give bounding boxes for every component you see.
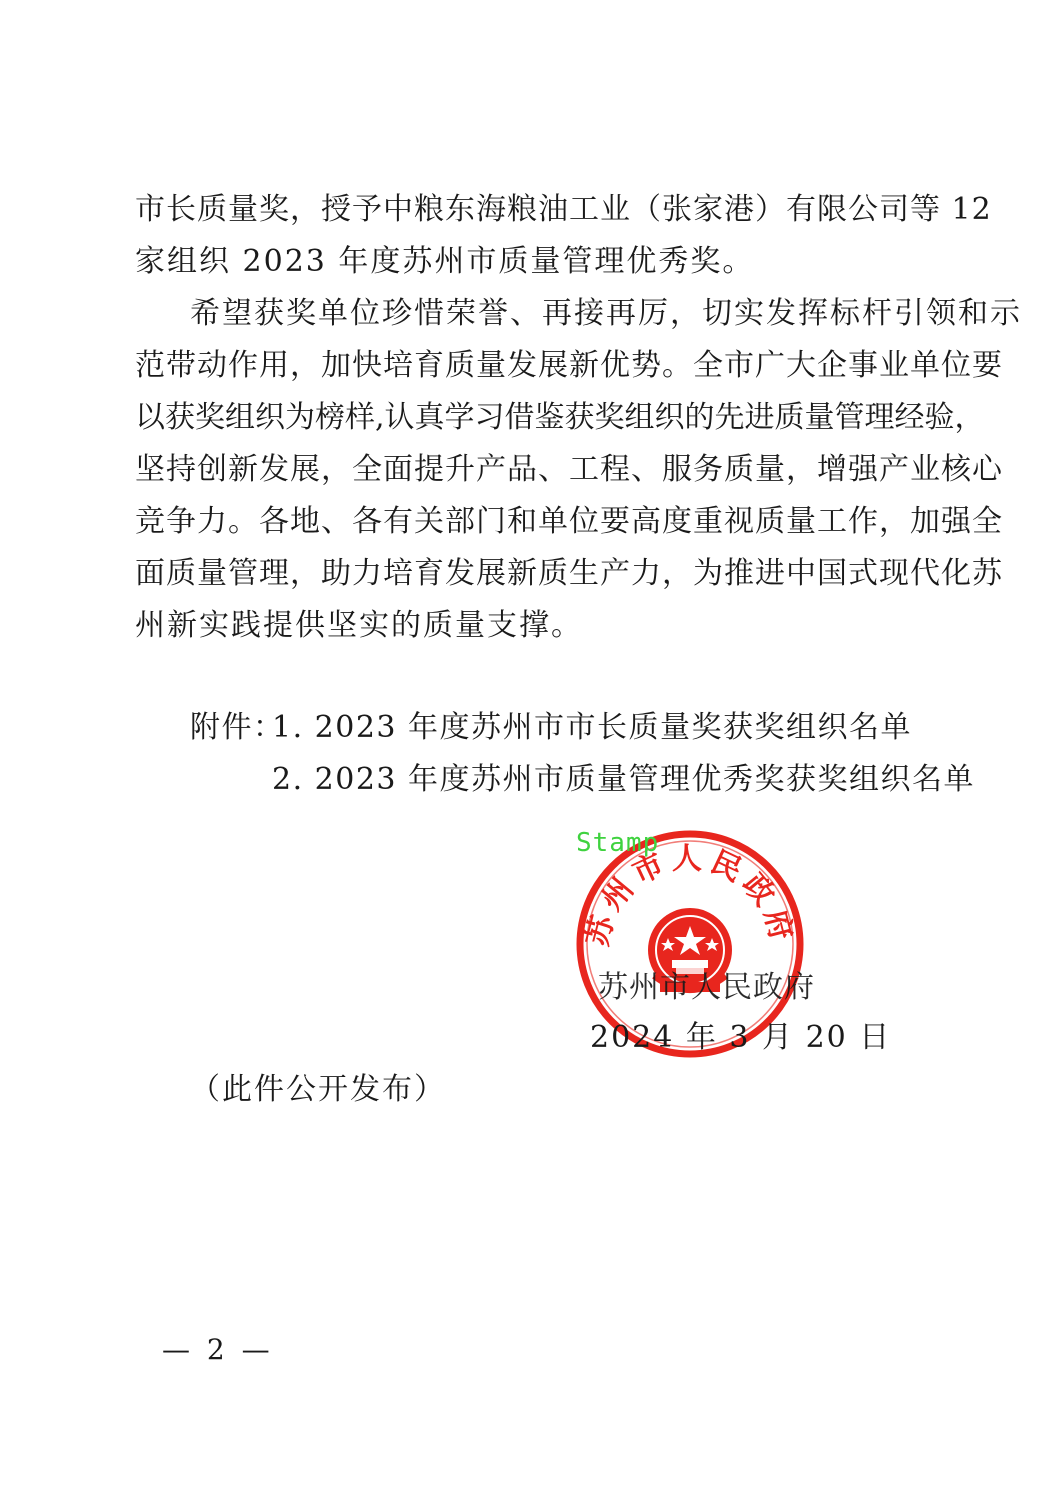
paragraph-2-line-3: 以获奖组织为榜样,认真学习借鉴获奖组织的先进质量管理经验， [135, 400, 985, 435]
attachment-item-2: 2. 2023 年度苏州市质量管理优秀奖获奖组织名单 [272, 762, 976, 797]
attachment-item-1: 1. 2023 年度苏州市市长质量奖获奖组织名单 [272, 710, 913, 745]
stamp-label: Stamp [576, 828, 660, 858]
seal-ring-text: 苏州市人民政府 [579, 841, 801, 950]
attachments-label: 附件： [190, 710, 285, 745]
paragraph-2-line-2: 范带动作用，加快培育质量发展新优势。全市广大企事业单位要 [135, 348, 1003, 383]
issue-date: 2024 年 3 月 20 日 [590, 1020, 892, 1055]
paragraph-2-line-1: 希望获奖单位珍惜荣誉、再接再厉，切实发挥标杆引领和示 [190, 296, 1022, 331]
paragraph-2-line-7: 州新实践提供坚实的质量支撑。 [135, 608, 583, 643]
disclosure-note: （此件公开发布） [190, 1072, 446, 1107]
paragraph-1-line-2: 家组织 2023 年度苏州市质量管理优秀奖。 [135, 244, 755, 279]
paragraph-2-line-6: 面质量管理，助力培育发展新质生产力，为推进中国式现代化苏 [135, 556, 1003, 591]
paragraph-2-line-5: 竞争力。各地、各有关部门和单位要高度重视质量工作，加强全 [135, 504, 1003, 539]
page-number: — 2 — [162, 1333, 274, 1366]
issuer-name: 苏州市人民政府 [598, 970, 815, 1005]
paragraph-1-line-1: 市长质量奖，授予中粮东海粮油工业（张家港）有限公司等 12 [135, 192, 992, 227]
paragraph-2-line-4: 坚持创新发展，全面提升产品、工程、服务质量，增强产业核心 [135, 452, 1003, 487]
